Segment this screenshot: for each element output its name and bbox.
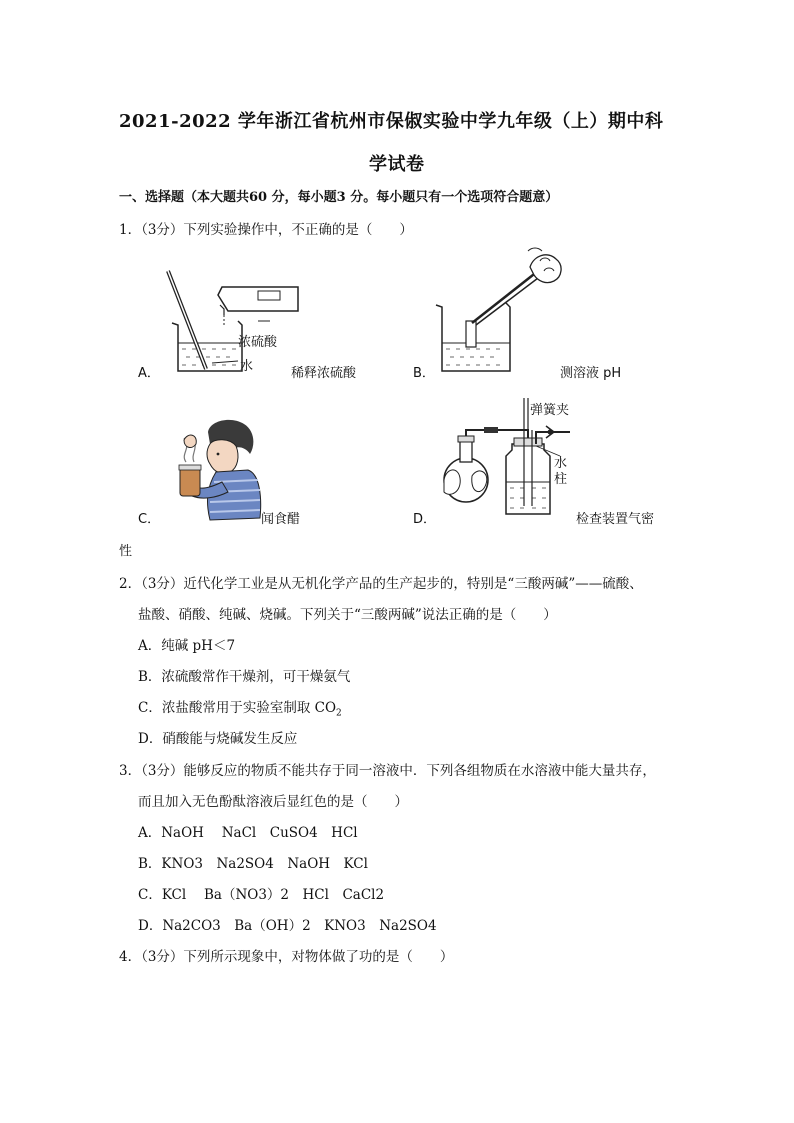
section-heading: 一、选择题（本大题共60 分，每小题3 分。每小题只有一个选项符合题意） [119,190,559,205]
q1-figure-c-diagram [170,418,265,523]
q1-option-c-letter: C． [138,512,161,527]
question-2-option-a: A．纯碱 pH＜7 [138,638,236,654]
q1-figure-a-water-label: 水 [240,359,254,374]
question-1-stem: 1．（3分）下列实验操作中，不正确的是（ ） [119,222,413,238]
question-3-option-b: B．KNO3 Na2SO4 NaOH KCl [138,856,368,872]
q1-option-d-caption-wrap: 性 [119,544,133,559]
question-3-option-c: C．KCl Ba（NO3）2 HCl CaCl2 [138,887,385,903]
q1-figure-b-diagram [430,245,570,380]
page-title-line-2: 学试卷 [369,154,425,175]
question-2-stem-line-1: 2．（3分）近代化学工业是从无机化学产品的生产起步的，特别是“三酸两碱”——硫酸、 [119,576,643,592]
page-title-line-1: 2021-2022 学年浙江省杭州市保俶实验中学九年级（上）期中科 [119,111,664,132]
question-2-stem-line-2: 盐酸、硝酸、纯碱、烧碱。下列关于“三酸两碱”说法正确的是（ ） [138,607,557,623]
question-3-stem-line-1: 3．（3分）能够反应的物质不能共存于同一溶液中．下列各组物质在水溶液中能大量共存， [119,763,656,779]
q1-option-a-letter: A． [138,366,160,381]
q1-figure-d-column-label: 柱 [554,472,568,487]
q1-figure-d-clamp-label: 弹簧夹 [530,403,570,418]
q1-option-a-caption: 稀释浓硫酸 [291,366,357,381]
q1-option-d-letter: D． [413,512,437,527]
question-3-option-a: A．NaOH NaCl CuSO4 HCl [138,825,358,841]
q1-option-c-caption: 闻食醋 [261,512,301,527]
question-3-option-d: D．Na2CO3 Ba（OH）2 KNO3 Na2SO4 [138,918,437,934]
question-3-stem-line-2: 而且加入无色酚酞溶液后显红色的是（ ） [138,794,408,810]
q1-option-b-caption: 测溶液 pH [560,366,622,381]
question-2-option-d: D．硝酸能与烧碱发生反应 [138,731,298,747]
q1-figure-a-acid-label: 浓硫酸 [238,335,278,350]
q1-figure-d-water-label: 水 [554,456,568,471]
q1-option-d-caption: 检查装置气密 [576,512,655,527]
q1-option-b-letter: B． [413,366,435,381]
question-4-stem: 4．（3分）下列所示现象中，对物体做了功的是（ ） [119,949,454,965]
question-2-option-b: B．浓硫酸常作干燥剂，可干燥氨气 [138,669,351,685]
question-2-option-c: C．浓盐酸常用于实验室制取 $CO_2$ [138,700,342,719]
